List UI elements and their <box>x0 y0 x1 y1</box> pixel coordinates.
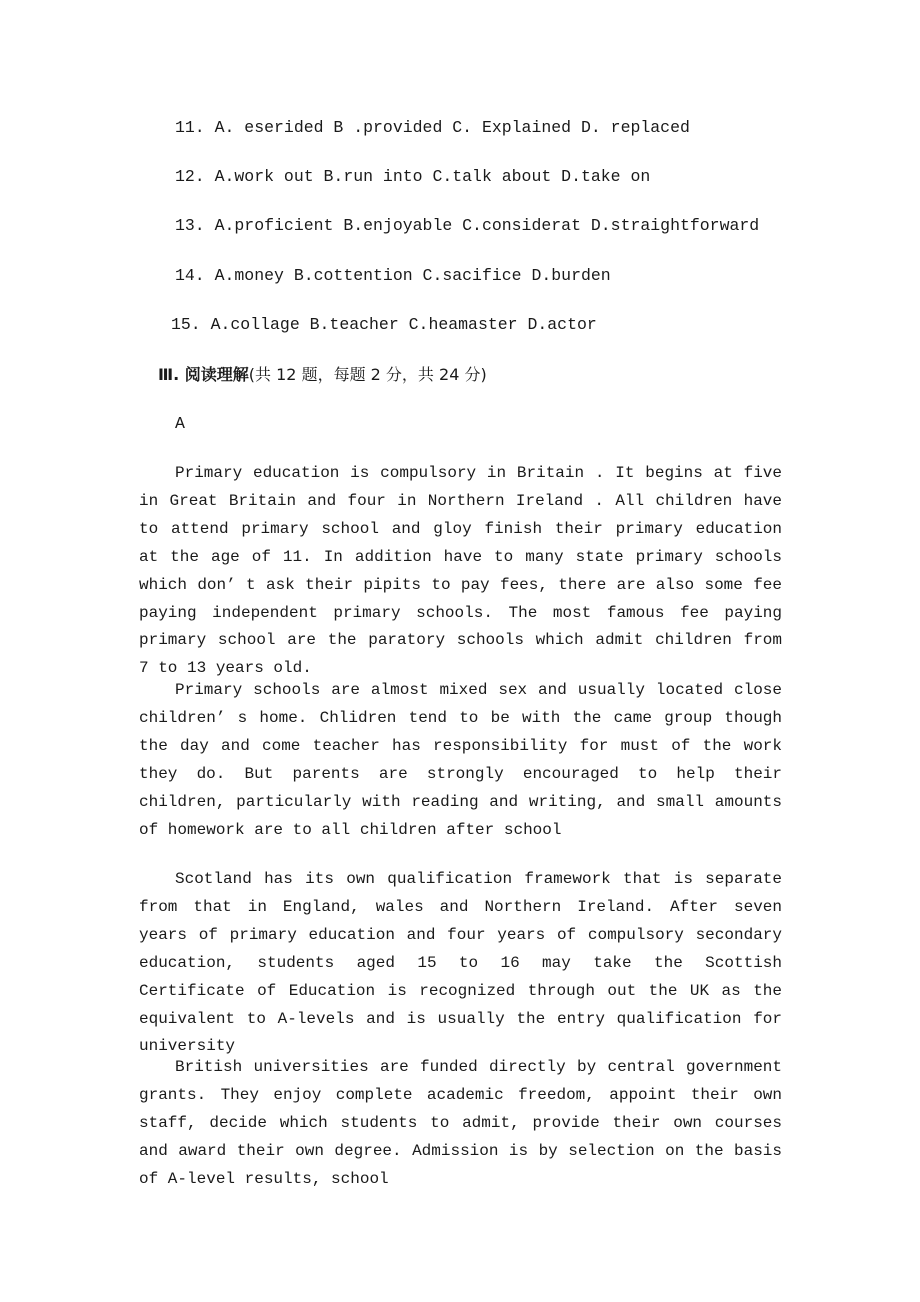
section-number: Ⅲ. <box>158 365 180 384</box>
section-detail: (共 12 题，每题 2 分，共 24 分) <box>248 365 487 384</box>
question-13-options: 13. A.proficient B.enjoyable C.considerat D.straightforward <box>175 216 760 235</box>
paragraph-1: Primary education is compulsory in Britain . It begins at five in Great Britain and four in Northern Ireland . All children have to attend primary school and gloy finish their primary education at the age of 11. In addition have to many state primary schools which don’ t ask their pipits to pay fees, there are also some fee paying independent primary schools. The most famous fee paying primary school are the paratory schools which admit children from 7 to 13 years old. <box>139 464 782 678</box>
section-title: 阅读理解 <box>184 365 249 384</box>
paragraph-3: Scotland has its own qualification framework that is separate from that in England, wales and Northern Ireland. After seven years of primary education and four years of compulsory secondary education, students aged 15 to 16 may take the Scottish Certificate of Education is recognized through out the UK as the equivalent to A-levels and is usually the entry qualification for university <box>139 870 782 1056</box>
section-heading <box>158 364 487 386</box>
paragraph-2: Primary schools are almost mixed sex and usually located close children’ s home. Chlidren tend to be with the came group though the day and come teacher has responsibility for must of the work they do. But parents are strongly encouraged to help their children, particularly with reading and writing, and small amounts of homework are to all children after school <box>139 681 782 839</box>
question-14-options: 14. A.money B.cottention C.sacifice D.burden <box>175 266 611 285</box>
paragraph-4: British universities are funded directly by central government grants. They enjoy complete academic freedom, appoint their own staff, decide which students to admit, provide their own courses and award their own degree. Admission is by selection on the basis of A-level results, school <box>139 1058 782 1188</box>
passage-label: A <box>175 414 185 433</box>
question-15-options: 15. A.collage B.teacher C.heamaster D.actor <box>171 315 597 334</box>
question-11-options: 11. A. eserided B .provided C. Explained D. replaced <box>175 118 690 137</box>
question-12-options: 12. A.work out B.run into C.talk about D.take on <box>175 167 651 186</box>
